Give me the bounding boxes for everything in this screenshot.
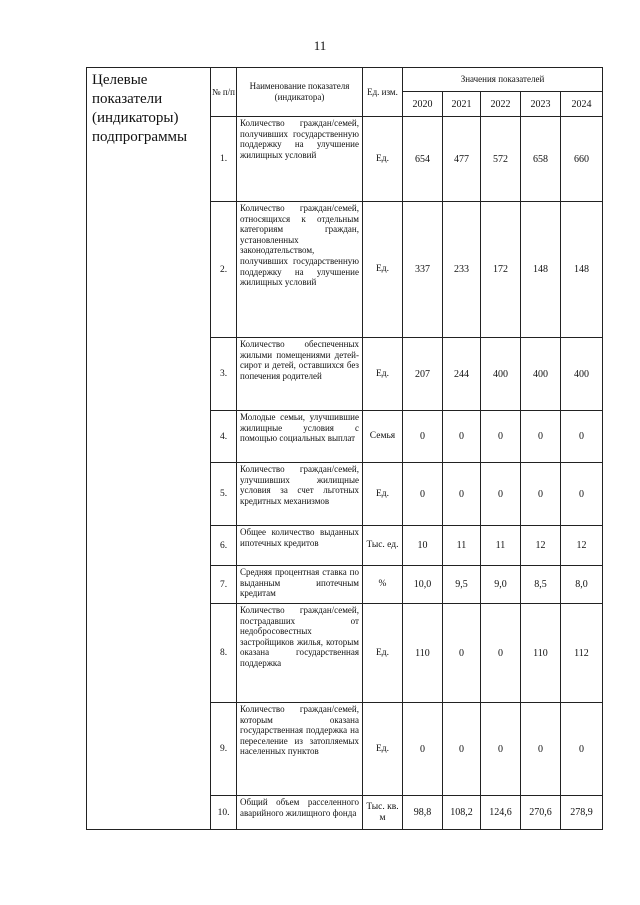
value-cell: 270,6 <box>521 796 561 830</box>
row-number: 1. <box>211 117 237 202</box>
value-cell: 10 <box>403 526 443 566</box>
value-cell: 244 <box>443 338 481 411</box>
value-cell: 0 <box>443 411 481 463</box>
value-cell: 9,0 <box>481 566 521 604</box>
value-cell: 148 <box>521 202 561 338</box>
row-number: 7. <box>211 566 237 604</box>
header-num: № п/п <box>211 68 237 117</box>
value-cell: 112 <box>561 604 603 703</box>
header-year: 2021 <box>443 92 481 117</box>
value-cell: 0 <box>561 703 603 796</box>
header-name: Наименование показателя (индикатора) <box>237 68 363 117</box>
unit-cell: Ед. <box>363 338 403 411</box>
value-cell: 0 <box>403 703 443 796</box>
value-cell: 400 <box>521 338 561 411</box>
value-cell: 0 <box>403 411 443 463</box>
value-cell: 0 <box>403 463 443 526</box>
value-cell: 233 <box>443 202 481 338</box>
value-cell: 98,8 <box>403 796 443 830</box>
value-cell: 0 <box>521 411 561 463</box>
value-cell: 654 <box>403 117 443 202</box>
value-cell: 0 <box>481 411 521 463</box>
value-cell: 0 <box>443 463 481 526</box>
unit-cell: Ед. <box>363 604 403 703</box>
unit-cell: Тыс. ед. <box>363 526 403 566</box>
unit-cell: % <box>363 566 403 604</box>
value-cell: 658 <box>521 117 561 202</box>
header-unit: Ед. изм. <box>363 68 403 117</box>
row-number: 6. <box>211 526 237 566</box>
value-cell: 0 <box>521 463 561 526</box>
unit-cell: Тыс. кв. м <box>363 796 403 830</box>
value-cell: 400 <box>481 338 521 411</box>
header-row-top <box>87 68 603 92</box>
indicator-name: Молодые семьи, улучшившие жилищные условия с помощью социальных выплат <box>237 411 363 463</box>
value-cell: 12 <box>561 526 603 566</box>
value-cell: 477 <box>443 117 481 202</box>
unit-cell: Ед. <box>363 202 403 338</box>
value-cell: 8,0 <box>561 566 603 604</box>
header-year: 2022 <box>481 92 521 117</box>
indicator-name: Общее количество выданных ипотечных кредитов <box>237 526 363 566</box>
value-cell: 12 <box>521 526 561 566</box>
value-cell: 400 <box>561 338 603 411</box>
row-number: 10. <box>211 796 237 830</box>
value-cell: 660 <box>561 117 603 202</box>
value-cell: 0 <box>521 703 561 796</box>
value-cell: 11 <box>481 526 521 566</box>
indicator-name: Общий объем расселенного аварийного жилищного фонда <box>237 796 363 830</box>
row-number: 2. <box>211 202 237 338</box>
indicator-name: Количество обеспеченных жилыми помещениями детей-сирот и детей, оставшихся без попечения родителей <box>237 338 363 411</box>
header-year: 2020 <box>403 92 443 117</box>
unit-cell: Ед. <box>363 463 403 526</box>
indicator-name: Количество граждан/семей, пострадавших от недобросовестных застройщиков жилья, которым оказана государственная поддержка <box>237 604 363 703</box>
value-cell: 108,2 <box>443 796 481 830</box>
indicator-name: Количество граждан/семей, улучшивших жилищные условия за счет льготных кредитных механизмов <box>237 463 363 526</box>
value-cell: 0 <box>561 463 603 526</box>
value-cell: 0 <box>481 463 521 526</box>
value-cell: 11 <box>443 526 481 566</box>
value-cell: 0 <box>443 703 481 796</box>
value-cell: 110 <box>403 604 443 703</box>
value-cell: 337 <box>403 202 443 338</box>
header-year: 2023 <box>521 92 561 117</box>
value-cell: 0 <box>443 604 481 703</box>
indicators-table <box>86 67 603 830</box>
indicator-name: Количество граждан/семей, получивших государственную поддержку на улучшение жилищных условий <box>237 117 363 202</box>
value-cell: 148 <box>561 202 603 338</box>
indicator-name: Средняя процентная ставка по выданным ипотечным кредитам <box>237 566 363 604</box>
header-year: 2024 <box>561 92 603 117</box>
table-body <box>87 68 603 830</box>
value-cell: 0 <box>481 604 521 703</box>
value-cell: 572 <box>481 117 521 202</box>
row-number: 9. <box>211 703 237 796</box>
value-cell: 124,6 <box>481 796 521 830</box>
row-number: 3. <box>211 338 237 411</box>
unit-cell: Ед. <box>363 703 403 796</box>
value-cell: 0 <box>481 703 521 796</box>
row-number: 4. <box>211 411 237 463</box>
indicator-name: Количество граждан/семей, относящихся к отдельным категориям граждан, установленных законодательством, получивших государственную поддержку на улучшение жилищных условий <box>237 202 363 338</box>
value-cell: 0 <box>561 411 603 463</box>
row-number: 5. <box>211 463 237 526</box>
section-label: Целевые показатели (индикаторы) подпрограммы <box>87 68 211 830</box>
unit-cell: Ед. <box>363 117 403 202</box>
value-cell: 110 <box>521 604 561 703</box>
value-cell: 10,0 <box>403 566 443 604</box>
page-number: 11 <box>313 38 327 53</box>
value-cell: 8,5 <box>521 566 561 604</box>
value-cell: 207 <box>403 338 443 411</box>
unit-cell: Семья <box>363 411 403 463</box>
row-number: 8. <box>211 604 237 703</box>
value-cell: 172 <box>481 202 521 338</box>
header-values: Значения показателей <box>403 68 603 92</box>
value-cell: 278,9 <box>561 796 603 830</box>
indicator-name: Количество граждан/семей, которым оказана государственная поддержка на переселение из затопляемых населенных пунктов <box>237 703 363 796</box>
value-cell: 9,5 <box>443 566 481 604</box>
